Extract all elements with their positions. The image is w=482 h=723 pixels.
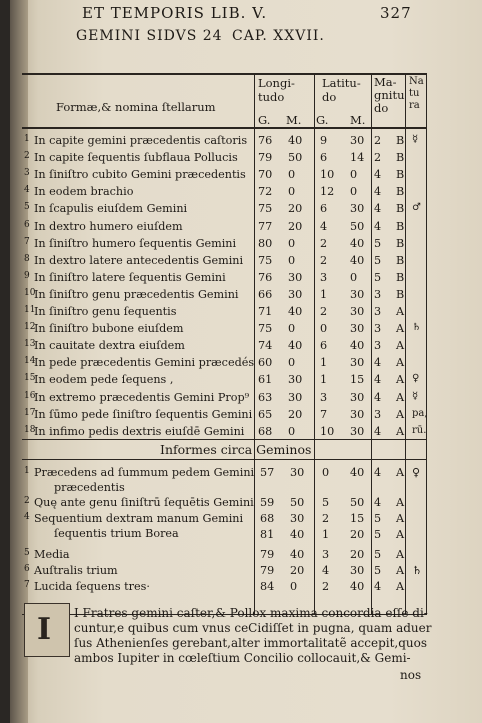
latitude-direction: 3	[374, 339, 382, 353]
magnitude: A	[396, 466, 405, 479]
longitude-minutes: 50	[288, 151, 303, 165]
latitude-direction: 3	[374, 305, 382, 318]
latitude-direction: 5	[374, 253, 382, 267]
longitude-degrees: 71	[258, 305, 273, 318]
latitude-degrees: 4	[320, 219, 328, 233]
latitude-direction: 4	[374, 202, 382, 216]
latitude-degrees: 4	[322, 564, 330, 577]
longitude-minutes: 0	[288, 168, 296, 182]
latitudo-g-header: G.	[316, 113, 329, 127]
latitude-direction: 5	[374, 512, 382, 525]
magnitude: B	[396, 185, 405, 199]
star-name: Lucida ſequens tres·	[34, 580, 150, 593]
table-row	[10, 356, 482, 372]
longitude-minutes: 40	[288, 339, 303, 353]
longitude-degrees: 77	[258, 219, 273, 233]
star-number: 6	[24, 219, 30, 230]
table-row	[10, 220, 482, 236]
star-name: In capite ſequentis ſubflaua Pollucis	[34, 151, 238, 165]
magnitude: A	[396, 564, 405, 577]
star-number: 5	[24, 548, 30, 558]
longitude-minutes: 30	[288, 287, 303, 301]
latitude-direction: 4	[374, 356, 382, 370]
latitude-direction: 3	[374, 407, 382, 421]
latitude-degrees: 0	[322, 466, 330, 479]
longitudo-g-header: G.	[258, 113, 271, 127]
table-row	[10, 580, 482, 596]
table-row	[10, 202, 482, 218]
table-row	[10, 271, 482, 287]
longitude-degrees: 76	[258, 134, 273, 147]
star-number: 16	[24, 390, 36, 401]
latitude-minutes: 40	[350, 339, 365, 353]
longitude-degrees: 72	[258, 185, 273, 199]
latitude-degrees: 10	[320, 168, 335, 182]
longitude-minutes: 0	[288, 253, 296, 267]
longitude-degrees: 80	[258, 236, 273, 250]
latitude-direction: 5	[374, 528, 382, 541]
table-row	[10, 254, 482, 270]
latitude-minutes: 30	[350, 356, 365, 370]
sign-heading: GEMINI SIDVS 24	[76, 28, 223, 44]
table-row	[10, 168, 482, 184]
longitude-degrees: 68	[258, 424, 273, 438]
latitude-direction: 2	[374, 151, 382, 165]
star-name: In ſiniſtro genu præcedentis Gemini	[34, 287, 239, 301]
column-latitudo-header: Latitu- do	[322, 76, 361, 104]
column-name-header: Formæ,& nomina ſtellarum	[56, 100, 216, 114]
star-number: 9	[24, 270, 30, 281]
decorated-initial: I	[24, 603, 70, 657]
latitude-direction: 4	[374, 168, 382, 182]
star-number: 2	[24, 151, 30, 162]
longitude-minutes: 40	[288, 134, 303, 147]
page-number: 327	[380, 4, 412, 22]
nature-symbol: ♀	[412, 466, 421, 479]
longitude-minutes: 0	[288, 424, 296, 438]
longitude-minutes: 30	[288, 390, 303, 404]
latitude-direction: 5	[374, 564, 382, 577]
magnitude: A	[396, 322, 405, 336]
star-number: 15	[24, 373, 36, 384]
longitude-degrees: 59	[260, 496, 275, 509]
latitude-minutes: 30	[350, 134, 365, 147]
magnitude: A	[396, 305, 405, 318]
table-row	[10, 185, 482, 201]
latitude-degrees: 0	[320, 322, 328, 336]
longitude-minutes: 30	[288, 270, 303, 284]
magnitude: B	[396, 253, 405, 267]
latitude-minutes: 40	[350, 580, 365, 593]
star-name: In ſiniſtro latere ſequentis Gemini	[34, 270, 226, 284]
latitude-degrees: 3	[320, 390, 328, 404]
table-row	[10, 322, 482, 338]
star-number: 1	[24, 134, 30, 144]
star-name: Auſtralis trium	[34, 564, 118, 577]
longitudo-m-header: M.	[286, 113, 302, 127]
note-line-3: ſus Athenienſes gerebant,alter immortalitatẽ accepit,quos	[74, 636, 428, 650]
magnitude: A	[396, 512, 405, 525]
latitude-degrees: 2	[320, 236, 328, 250]
latitude-degrees: 6	[320, 339, 328, 353]
longitude-minutes: 0	[288, 236, 296, 250]
star-name: In ſiniſtro cubito Gemini præcedentis	[34, 168, 246, 182]
longitude-minutes: 20	[290, 564, 305, 577]
nature-symbol: rū.	[412, 424, 427, 436]
star-name: In pede præcedentis Gemini præcedés	[34, 356, 255, 370]
latitude-minutes: 30	[350, 287, 365, 301]
longitude-degrees: 84	[260, 580, 275, 593]
magnitude: B	[396, 287, 405, 301]
longitude-degrees: 79	[260, 548, 275, 561]
longitude-minutes: 30	[288, 373, 303, 387]
longitude-degrees: 75	[258, 253, 273, 267]
table-row	[10, 134, 482, 150]
latitude-direction: 5	[374, 548, 382, 561]
star-name: In ſūmo pede ſiniſtro ſequentis Gemini	[34, 407, 253, 421]
latitude-direction: 4	[374, 466, 382, 479]
latitude-minutes: 50	[350, 496, 365, 509]
latitude-minutes: 30	[350, 390, 365, 404]
column-magnitudo-header: Ma- gnitu do	[374, 75, 405, 115]
star-name: In eodem pede ſequens ,	[34, 373, 174, 387]
latitude-degrees: 6	[320, 202, 328, 216]
latitude-degrees: 2	[320, 305, 328, 318]
longitude-minutes: 0	[290, 580, 298, 593]
table-row	[10, 564, 482, 580]
latitude-direction: 4	[374, 580, 382, 593]
star-number: 3	[24, 168, 30, 179]
latitude-minutes: 30	[350, 564, 365, 577]
latitude-minutes: 30	[350, 322, 365, 336]
latitude-minutes: 40	[350, 253, 365, 267]
latitude-degrees: 1	[320, 287, 328, 301]
latitude-direction: 4	[374, 185, 382, 199]
table-row	[10, 391, 482, 407]
latitude-degrees: 1	[322, 528, 330, 541]
latitude-minutes: 15	[350, 373, 365, 387]
latitude-degrees: 10	[320, 424, 335, 438]
nature-symbol: ☿	[412, 134, 419, 145]
latitude-degrees: 9	[320, 134, 328, 147]
chapter-heading: CAP. XXVII.	[232, 28, 325, 44]
longitude-degrees: 65	[258, 407, 273, 421]
star-number: 7	[24, 236, 30, 247]
magnitude: A	[396, 496, 405, 509]
longitude-minutes: 30	[290, 466, 305, 479]
longitude-minutes: 30	[290, 512, 305, 525]
table-row	[10, 373, 482, 389]
latitude-direction: 3	[374, 322, 382, 336]
longitude-minutes: 0	[288, 185, 296, 199]
star-number: 12	[24, 322, 36, 333]
nature-symbol: ♄	[412, 564, 423, 577]
table-row	[10, 408, 482, 424]
latitude-degrees: 7	[320, 407, 328, 421]
magnitude: A	[396, 373, 405, 387]
table-row	[10, 548, 482, 564]
magnitude: B	[396, 270, 405, 284]
star-number: 4	[24, 185, 30, 196]
latitude-minutes: 20	[350, 528, 365, 541]
nature-symbol: ☿	[412, 390, 419, 402]
latitude-direction: 5	[374, 236, 382, 250]
running-head: ET TEMPORIS LIB. V.	[82, 4, 268, 22]
longitude-degrees: 57	[260, 466, 275, 479]
star-name: Sequentium dextram manum Gemini	[34, 512, 244, 525]
star-name: In eodem brachio	[34, 185, 134, 199]
informes-title: Informes circa Geminos	[160, 442, 312, 457]
star-name-continuation: præcedentis	[54, 481, 125, 494]
longitude-degrees: 79	[260, 564, 275, 577]
nature-symbol: ♂	[412, 202, 421, 214]
star-number: 2	[24, 496, 30, 506]
longitude-degrees: 70	[258, 168, 273, 182]
latitude-degrees: 2	[322, 580, 330, 593]
star-name: In ſcapulis eiuſdem Gemini	[34, 202, 188, 216]
longitude-degrees: 79	[258, 151, 273, 165]
column-longitudo-header: Longi- tudo	[258, 76, 295, 104]
magnitude: A	[396, 528, 405, 541]
star-number: 5	[24, 202, 30, 213]
latitudo-m-header: M.	[350, 113, 366, 127]
longitude-degrees: 75	[258, 202, 273, 216]
latitude-direction: 3	[374, 287, 382, 301]
latitude-minutes: 30	[350, 424, 365, 438]
star-name: In dextro latere antecedentis Gemini	[34, 253, 244, 267]
table-row	[10, 151, 482, 167]
star-name: Media	[34, 548, 70, 561]
longitude-minutes: 20	[288, 219, 303, 233]
latitude-degrees: 1	[320, 373, 328, 387]
star-name: Quę ante genu ſiniſtrū ſequētis Gemini	[34, 496, 254, 509]
latitude-direction: 4	[374, 496, 382, 509]
latitude-direction: 4	[374, 390, 382, 404]
table-row	[10, 496, 482, 512]
star-number: 8	[24, 253, 30, 264]
note-line-2: cuntur,e quibus cum vnus ceCidiſſet in pugna, quam aduer	[74, 621, 432, 635]
star-name: Præcedens ad ſummum pedem Gemini	[34, 466, 255, 479]
latitude-direction: 4	[374, 219, 382, 233]
star-name-continuation: ſequentis trium Borea	[54, 527, 179, 540]
star-name: In ſiniſtro humero ſequentis Gemini	[34, 236, 237, 250]
magnitude: B	[396, 168, 405, 182]
longitude-degrees: 60	[258, 356, 273, 370]
magnitude: B	[396, 202, 405, 216]
latitude-minutes: 0	[350, 168, 358, 182]
latitude-minutes: 14	[350, 151, 365, 165]
magnitude: A	[396, 424, 405, 438]
latitude-degrees: 12	[320, 185, 335, 199]
catchword: nos	[400, 668, 422, 682]
latitude-degrees: 2	[320, 253, 328, 267]
latitude-degrees: 3	[320, 270, 328, 284]
magnitude: B	[396, 236, 405, 250]
latitude-degrees: 6	[320, 151, 328, 165]
longitude-minutes: 40	[290, 528, 305, 541]
table-row	[10, 528, 482, 544]
longitude-degrees: 76	[258, 270, 273, 284]
longitude-minutes: 50	[290, 496, 305, 509]
star-number: 10	[24, 287, 36, 298]
latitude-minutes: 40	[350, 236, 365, 250]
star-name: In ſiniſtro bubone eiuſdem	[34, 322, 184, 336]
note-line-4: ambos Iupiter in cœleſtium Concilio collocauit,& Gemi-	[74, 651, 411, 665]
longitude-minutes: 20	[288, 407, 303, 421]
star-number: 7	[24, 580, 30, 590]
nature-symbol: pa,	[412, 407, 428, 419]
magnitude: A	[396, 356, 405, 370]
star-number: 13	[24, 339, 36, 350]
magnitude: A	[396, 390, 405, 404]
book-page	[10, 0, 482, 723]
table-row	[10, 305, 482, 321]
table-row	[10, 288, 482, 304]
latitude-minutes: 20	[350, 548, 365, 561]
longitude-minutes: 0	[288, 356, 296, 370]
table-row	[10, 339, 482, 355]
latitude-minutes: 30	[350, 407, 365, 421]
star-name: In dextro humero eiuſdem	[34, 219, 183, 233]
latitude-direction: 4	[374, 373, 382, 387]
nature-symbol: ♀	[412, 373, 420, 385]
magnitude: A	[396, 407, 405, 421]
magnitude: B	[396, 219, 405, 233]
longitude-degrees: 74	[258, 339, 273, 353]
star-name: In cauitate dextra eiuſdem	[34, 339, 185, 353]
longitude-degrees: 66	[258, 287, 273, 301]
latitude-minutes: 50	[350, 219, 365, 233]
column-natura-header: Na tu ra	[409, 76, 424, 111]
longitude-degrees: 68	[260, 512, 275, 525]
magnitude: B	[396, 134, 405, 147]
latitude-minutes: 0	[350, 185, 358, 199]
star-number: 14	[24, 356, 36, 367]
latitude-degrees: 2	[322, 512, 330, 525]
table-row	[10, 237, 482, 253]
star-name: In infimo pedis dextris eiuſdē Gemini	[34, 424, 245, 438]
magnitude: A	[396, 580, 405, 593]
magnitude: B	[396, 151, 405, 165]
longitude-minutes: 40	[290, 548, 305, 561]
star-number: 6	[24, 564, 30, 574]
longitude-minutes: 20	[288, 202, 303, 216]
table-row	[10, 466, 482, 494]
longitude-degrees: 63	[258, 390, 273, 404]
star-number: 17	[24, 407, 36, 418]
longitude-minutes: 0	[288, 322, 296, 336]
note-line-1: I Fratres gemini caſter,& Pollox maxima concordia eſſe di-	[74, 606, 428, 620]
star-number: 18	[24, 424, 36, 435]
nature-symbol: ♄	[412, 322, 421, 334]
longitude-degrees: 81	[260, 528, 275, 541]
latitude-minutes: 30	[350, 202, 365, 216]
latitude-direction: 5	[374, 270, 382, 284]
star-name: In ſiniſtro genu ſequentis	[34, 305, 177, 318]
latitude-minutes: 40	[350, 466, 365, 479]
star-number: 1	[24, 466, 30, 476]
latitude-minutes: 30	[350, 305, 365, 318]
longitude-minutes: 40	[288, 305, 303, 318]
star-name: In extremo præcedentis Gemini Prop⁹	[34, 390, 250, 404]
latitude-degrees: 5	[322, 496, 330, 509]
latitude-direction: 4	[374, 424, 382, 438]
star-name: In capite gemini præcedentis caſtoris	[34, 134, 248, 147]
longitude-degrees: 61	[258, 373, 273, 387]
magnitude: A	[396, 339, 405, 353]
latitude-direction: 2	[374, 134, 382, 147]
latitude-minutes: 0	[350, 270, 358, 284]
star-number: 4	[24, 512, 30, 522]
magnitude: A	[396, 548, 405, 561]
star-number: 11	[24, 305, 36, 315]
latitude-degrees: 3	[322, 548, 330, 561]
longitude-degrees: 75	[258, 322, 273, 336]
latitude-minutes: 15	[350, 512, 365, 525]
latitude-degrees: 1	[320, 356, 328, 370]
